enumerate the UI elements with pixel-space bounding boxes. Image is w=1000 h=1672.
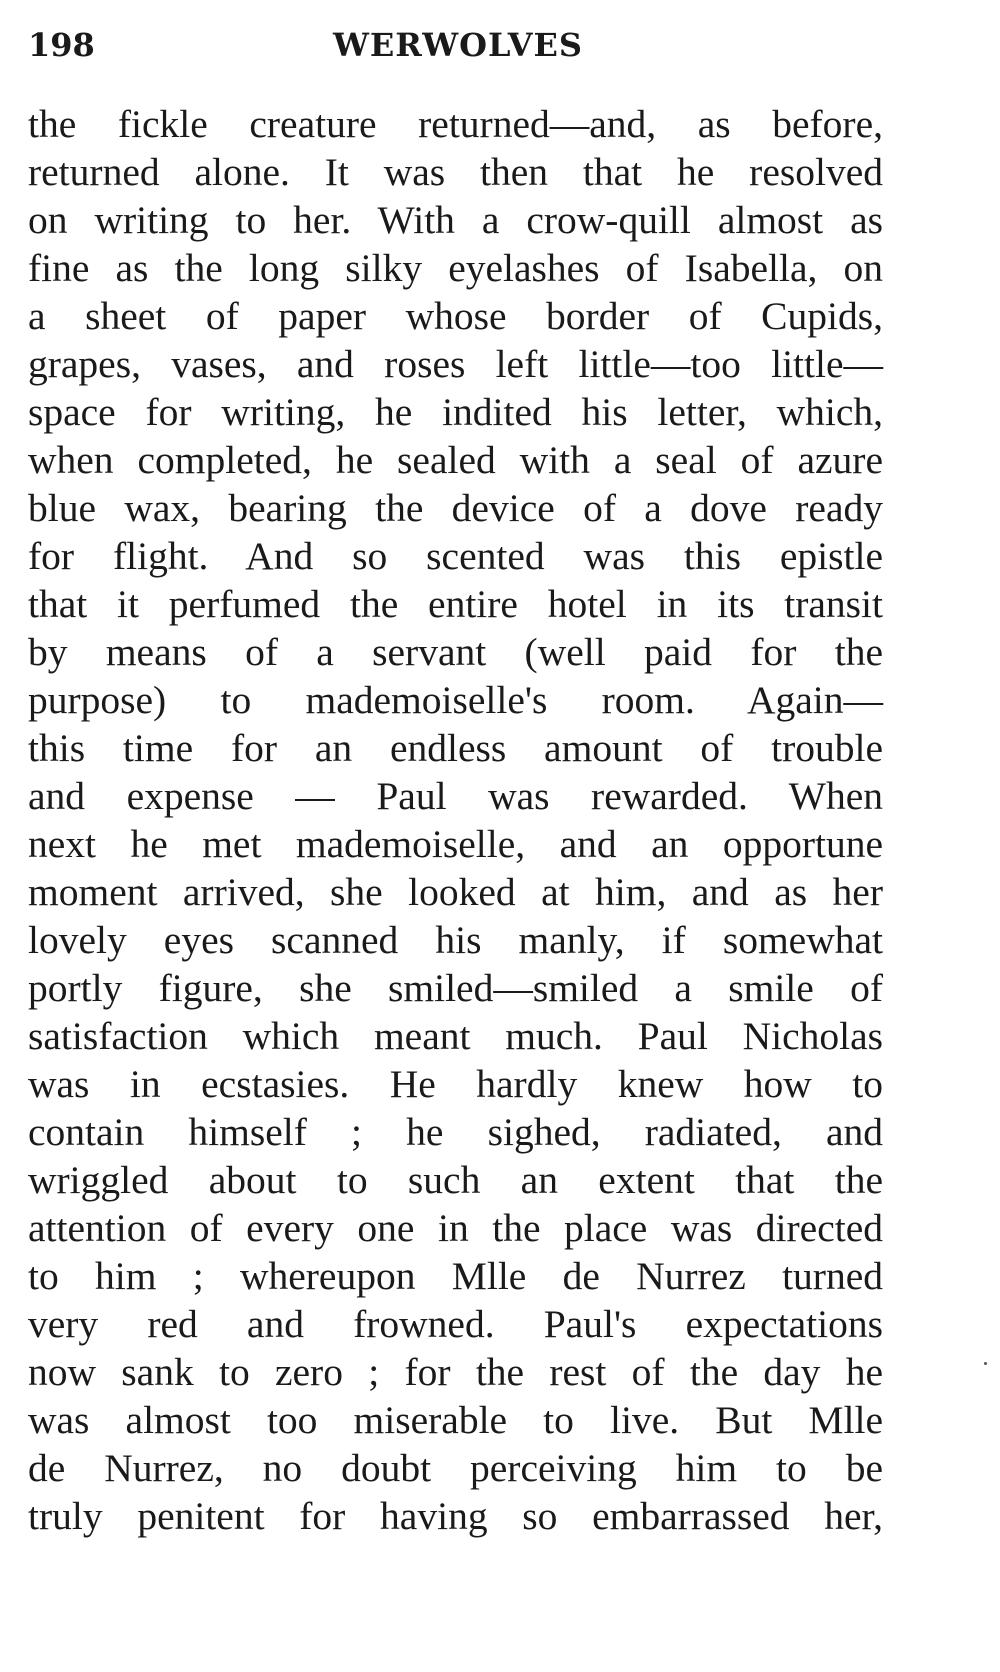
- text-line: when completed, he sealed with a seal of azure: [28, 438, 883, 482]
- text-line: grapes, vases, and roses left little—too little—: [28, 342, 883, 386]
- text-line: blue wax, bearing the device of a dove ready: [28, 486, 883, 530]
- text-line: the fickle creature returned—and, as before,: [28, 102, 883, 146]
- text-line: a sheet of paper whose border of Cupids,: [28, 294, 883, 338]
- text-line: moment arrived, she looked at him, and as her: [28, 870, 883, 914]
- text-line: to him ; whereupon Mlle de Nurrez turned: [28, 1254, 883, 1298]
- text-line: purpose) to mademoiselle's room. Again—: [28, 678, 883, 722]
- text-line: portly figure, she smiled—smiled a smile of: [28, 966, 883, 1010]
- text-line: attention of every one in the place was directed: [28, 1206, 883, 1250]
- scan-speck: [984, 1362, 987, 1365]
- text-line: contain himself ; he sighed, radiated, and: [28, 1110, 883, 1154]
- running-head: [28, 14, 888, 70]
- text-line: truly penitent for having so embarrassed her,: [28, 1494, 883, 1538]
- text-line: lovely eyes scanned his manly, if somewhat: [28, 918, 883, 962]
- text-line: de Nurrez, no doubt perceiving him to be: [28, 1446, 883, 1490]
- text-line: next he met mademoiselle, and an opportune: [28, 822, 883, 866]
- body-text: [28, 100, 883, 1540]
- text-line: was almost too miserable to live. But Mlle: [28, 1398, 883, 1442]
- text-line: returned alone. It was then that he resolved: [28, 150, 883, 194]
- page-number: 198: [28, 26, 95, 64]
- text-line: satisfaction which meant much. Paul Nicholas: [28, 1014, 883, 1058]
- text-line: was in ecstasies. He hardly knew how to: [28, 1062, 883, 1106]
- text-line: very red and frowned. Paul's expectations: [28, 1302, 883, 1346]
- text-line: fine as the long silky eyelashes of Isabella, on: [28, 246, 883, 290]
- text-line: wriggled about to such an extent that the: [28, 1158, 883, 1202]
- text-line: this time for an endless amount of trouble: [28, 726, 883, 770]
- text-line: on writing to her. With a crow-quill almost as: [28, 198, 883, 242]
- text-line: for flight. And so scented was this epistle: [28, 534, 883, 578]
- text-line: by means of a servant (well paid for the: [28, 630, 883, 674]
- text-line: space for writing, he indited his letter, which,: [28, 390, 883, 434]
- text-line: now sank to zero ; for the rest of the day he: [28, 1350, 883, 1394]
- text-line: that it perfumed the entire hotel in its transit: [28, 582, 883, 626]
- text-line: and expense — Paul was rewarded. When: [28, 774, 883, 818]
- running-title: WERWOLVES: [332, 26, 584, 64]
